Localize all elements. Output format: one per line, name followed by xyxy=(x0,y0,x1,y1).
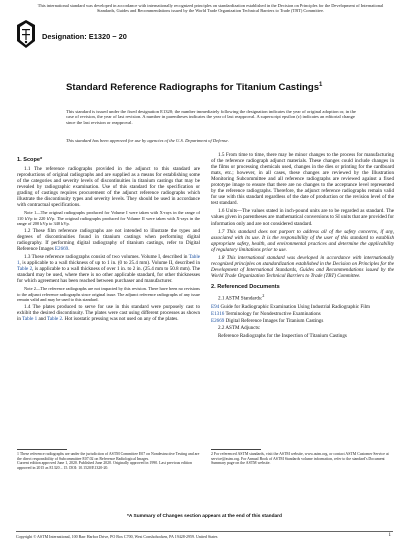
paragraph-1-5: 1.5 From time to time, there may be minor changes to the process for manufacturing of the reference radiograph adjunct materials. These changes could include changes in the films or processing chemicals used, changes in the dies or printing for the cardboard mats, etc.; however, in all cases, these changes are reviewed by the Illustration Monitoring Subcommittee and all reference radiographs are reviewed against a fixed prototype image to ensure that there are no changes to the acceptance level represented by the reference radiographs. Therefore, the adjunct reference radiographs remain valid for use with this standard regardless of the date of production or the revision level of the test standard. xyxy=(211,152,394,207)
section-scope-heading: 1. Scope* xyxy=(17,157,43,163)
note-1: Note 1—The original radiographs produced for Volume I were taken with X-rays in the range of 110 kVp to 220 kVp. The original radiographs produced for Volume II were taken with X-rays in the range of 200 kVp to 340 kVp. xyxy=(17,210,200,226)
table-1-link[interactable]: Table 1 xyxy=(22,316,38,323)
reference-e94: E94 Guide for Radiographic Examination Using Industrial Radiographic Film xyxy=(211,303,371,310)
footnote-divider xyxy=(211,449,261,450)
reference-e2669: E2669 Digital Reference Images for Titanium Castings xyxy=(211,317,324,324)
right-column xyxy=(211,152,394,341)
designation: Designation: E1320 − 20 xyxy=(42,32,127,41)
dod-approval-statement: This standard has been approved for use by agencies of the U.S. Department of Defense. xyxy=(66,138,229,143)
section-referenced-documents-heading: 2. Referenced Documents xyxy=(211,283,280,290)
paragraph-1-3: 1.3 These reference radiographs consist of two volumes. Volume I, described in Table 1, is applicable to a wall thickness of up to 1 in. (0 to 25.4 mm). Volume II, described in Table 2, is applicable to a wall thickness of over 1 in. to 2 in. (25.4 mm to 50.8 mm). The standard may be used, where there is no other applicable standard, for other thicknesses for which agreement has been reached between purchaser and manufacturer. xyxy=(17,254,200,285)
development-notice: This international standard was developed in accordance with internationally recognized principles on standardization established in the Decision on Principles for the Development of International Standards, Guides and Recommendations issued by the World Trade Organization Technical Barriers to Trade (TBT) Committee. xyxy=(37,3,384,14)
left-column xyxy=(17,152,200,324)
e2669-link[interactable]: E2669 xyxy=(211,317,225,324)
subsection-2-2: 2.2 ASTM Adjuncts: xyxy=(218,324,261,331)
e1316-link[interactable]: E1316 xyxy=(211,310,225,317)
footnote-divider xyxy=(17,449,67,450)
paragraph-1-2: 1.2 These film reference radiographs are not intended to illustrate the types and degrees of discontinuities found in titanium castings when performing digital radiography. If performing digital radiography of titanium castings, refer to Digital Reference Images E2669. xyxy=(17,227,200,253)
table-2-link[interactable]: Table 2 xyxy=(17,266,33,273)
reference-e1316: E1316 Terminology for Nondestructive Examinations xyxy=(211,310,321,317)
footnote-1: 1 These reference radiographs are under the jurisdiction of ASTM Committee E07 on Nondestructive Testing and are the direct responsibility of Subcommittee E07.02 on Reference Radiological Images. Current edition approved June 1, 2020. Published June 2020. Originally approved in 1990. Last previous edition approved in 2015 as E1320 – 15. DOI: 10.1520/E1320-20. xyxy=(17,452,200,470)
table-2-link[interactable]: Table 2 xyxy=(47,316,63,323)
issued-statement: This standard is issued under the fixed designation E1320; the number immediately following the designation indicates the year of original adoption or, in the case of revision, the year of last revision. A number in parentheses indicates the year of last reapproval. A superscript epsilon (ε) indicates an editorial change since the last revision or reapproval. xyxy=(66,109,356,125)
e94-link[interactable]: E94 xyxy=(211,303,220,310)
paragraph-1-1: 1.1 The reference radiographs provided in the adjunct to this standard are reproductions of original radiographs and are supplied as a means for establishing some of the categories and severity levels of discontinuities in titanium castings that may be revealed by radiographic examination. Use of this standard for the specification or grading of castings requires procurement of the adjunct reference radiographs which illustrate the discontinuity types and severity levels. They should be used in accordance with contractual specifications. xyxy=(17,166,200,209)
subsection-2-1: 2.1 ASTM Standards:$^2$ xyxy=(218,292,265,302)
paragraph-1-6: 1.6 Units—The values stated in inch-pound units are to be regarded as standard. The values given in parentheses are mathematical conversions to SI units that are provided for information only and are not considered standard. xyxy=(211,208,394,227)
page-number: 1 xyxy=(388,533,391,538)
e2669-link[interactable]: E2669 xyxy=(54,246,69,253)
table-1-link[interactable]: Table 1 xyxy=(17,254,200,267)
footnote-2: 2 For referenced ASTM standards, visit the ASTM website, www.astm.org, or contact ASTM Customer Service at service@astm.org. For Annual Book of ASTM Standards volume information, refer to the standard's Document Summary page on the ASTM website. xyxy=(211,452,389,466)
title-text: Standard Reference Radiographs for Titanium Castings xyxy=(66,82,320,94)
summary-of-changes-note: *A Summary of Changes section appears at the end of this standard xyxy=(127,514,282,519)
paragraph-1-8: 1.8 This international standard was developed in accordance with internationally recognized principles on standardization established in the Decision on Principles for the Development of International Standards, Guides and Recommendations issued by the World Trade Organization Technical Barriers to Trade (TBT) Committee. xyxy=(211,254,394,279)
astm-logo-icon xyxy=(16,19,36,49)
paragraph-1-7: 1.7 This standard does not purport to address all of the safety concerns, if any, associated with its use. It is the responsibility of the user of this standard to establish appropriate safety, health, and environmental practices and determine the applicability of regulatory limitations prior to use. xyxy=(211,228,394,253)
note-2: Note 2—The reference radiographs are not impacted by this revision. There have been no revisions to the adjunct reference radiographs since original issue. The adjunct reference radiographs of any issue remain valid and may be used to this standard. xyxy=(17,286,200,302)
paragraph-1-4: 1.4 The plates produced to serve for use in this standard were purposely cast to exhibit the desired discontinuity. The plates were cast using different processes as shown in Table 1 and Table 2. Hot isostatic pressing was not used on any of the plates. xyxy=(17,304,200,323)
copyright-line: Copyright © ASTM International, 100 Barr Harbor Drive, PO Box C700, West Conshohocken, PA 19428-2959. United States xyxy=(16,531,393,539)
document-title xyxy=(66,80,356,93)
adjunct-reference: Reference Radiographs for the Inspection of Titanium Castings xyxy=(218,332,347,339)
title-footnote-mark: 1 xyxy=(319,82,323,88)
